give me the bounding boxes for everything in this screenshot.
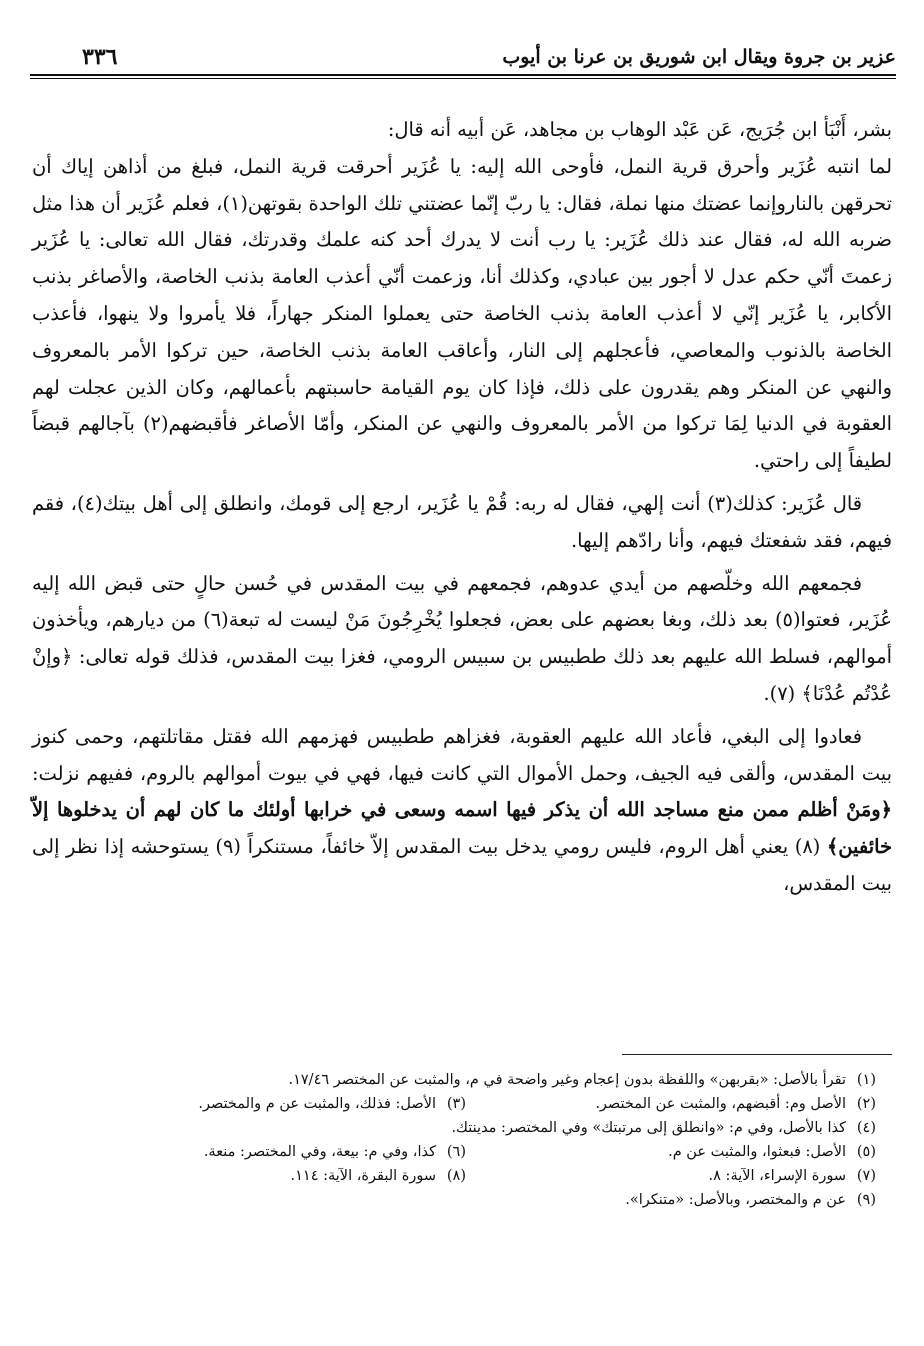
page-number: ٣٣٦ [82,44,118,70]
footnote-text: الأصل وم: أقبضهم، والمثبت عن المختصر. [595,1096,846,1112]
paragraph-3: فجمعهم الله وخلّصهم من أيدي عدوهم، فجمعهم في بيت المقدس في حُسن حالٍ حتى قبض الله إليه عُزَير، فعتوا(٥) بعد ذلك، وبغا بعضهم على بعض، فجعلوا يُخْرِجُونَ مَنْ ليست له تبعة(٦) من ديارهم، ويأخذون أموالهم، فسلط الله عليهم بعد ذلك ططبيس بن سبيس الرومي، فغزا بيت المقدس، فذلك قوله تعالى: ﴿وإنْ عُدْتُم عُدْنَا﴾ (٧). [32,571,892,705]
footnote-text: الأصل: فبعثوا، والمثبت عن م. [668,1144,846,1160]
footnote-number: (٢) [856,1096,876,1112]
footnote-number: (٤) [856,1120,876,1136]
paragraph-4 [32,719,892,903]
footnote-number: (١) [856,1072,876,1088]
footnote-3 [56,1092,466,1116]
main-text [32,112,892,909]
footnote-row [46,1164,876,1188]
footnote-text: عن م والمختصر، وبالأصل: «متنكرا». [625,1192,846,1208]
footnote-7 [466,1164,876,1188]
footnote-8 [56,1164,466,1188]
running-title: عزير بن جروة ويقال ابن شوريق بن عرنا بن أيوب [502,46,896,68]
footnote-number: (٥) [856,1144,876,1160]
footnote-row [46,1188,876,1212]
footnote-text: الأصل: فذلك، والمثبت عن م والمختصر. [198,1096,436,1112]
paragraph-isnad: بشر، أَنْبَأ ابن جُرَيج، عَن عَبْد الوهاب بن مجاهد، عَن أبيه أنه قال: [387,118,892,141]
footnote-text: سورة البقرة، الآية: ١١٤. [290,1168,436,1184]
footnote-row [46,1140,876,1164]
running-header [30,34,896,78]
footnote-number: (٧) [856,1168,876,1184]
footnote-text: سورة الإسراء، الآية: ٨. [708,1168,846,1184]
footnote-9 [625,1188,876,1212]
footnote-text: كذا بالأصل، وفي م: «وانطلق إلى مرتبتك» وفي المختصر: مدينتك. [451,1120,846,1136]
footnotes [46,1068,876,1212]
footnote-text: تقرأ بالأصل: «بقربهن» واللفظة بدون إعجام وغير واضحة في م، والمثبت عن المختصر ١٧/٤٦. [288,1072,846,1088]
footnote-number: (٦) [446,1144,466,1160]
footnote-number: (٩) [856,1192,876,1208]
footnote-1 [289,1068,877,1092]
paragraph-4-text-b: (٨) يعني أهل الروم، فليس رومي يدخل بيت المقدس إلاّ خائفاً، مستنكراً (٩) يستوحشه إذا نظر إلى بيت المقدس، [32,835,892,895]
footnote-5 [466,1140,876,1164]
footnote-row [46,1116,876,1140]
footnote-2 [466,1092,876,1116]
footnote-6 [56,1140,466,1164]
paragraph-4-text-a: فعادوا إلى البغي، فأعاد الله عليهم العقوبة، فغزاهم ططبيس فهزمهم الله فقتل مقاتلتهم، وحمى كنوز بيت المقدس، وألقى فيه الجيف، وحمل الأموال التي كانت فيها، فهي في بيوت أموالهم بالروم، ففيهم نزلت: [32,724,892,785]
quran-verse: ﴿ومَنْ أظلم ممن منع مساجد الله أن يذكر فيها اسمه وسعى في خرابها أولئك ما كان لهم أن يدخلوها إلاّ خائفين﴾ [32,798,892,859]
footnote-row [46,1068,876,1092]
paragraph-2: قال عُزَير: كذلك(٣) أنت إلهي، فقال له ربه: قُمْ يا عُزَير، ارجع إلى قومك، وانطلق إلى أهل بيتك(٤)، فقم فيهم، فقد شفعتك فيهم، وأنا رادّهم إليها. [32,491,892,552]
footnote-row [46,1092,876,1116]
footnote-divider [622,1054,892,1055]
footnote-4 [451,1116,876,1140]
footnote-text: كذا، وفي م: بيعة، وفي المختصر: منعة. [203,1144,436,1160]
header-rule [30,74,896,79]
paragraph-1: لما انتبه عُزَير وأحرق قرية النمل، فأوحى الله إليه: يا عُزَير أحرقت قرية النمل، فبلغ من أذاهن إياك أن تحرقهن بالناروإنما عضتك منها نملة، فقال: يا ربّ إنّما عضتني تلك الواحدة بقوتهن(١)، فعلم عُزَير أن هذا مثل ضربه الله له، فقال عند ذلك عُزَير: يا رب أنت لا يدرك أحد كنه علمك وقدرتك، فقال الله تعالى: يا عُزَير زعمتَ أنّي حكم عدل لا أجور بين عبادي، وكذلك أنا، وزعمت أنّي أعذب العامة بذنب الخاصة، والأصاغر بذنب الأكابر، يا عُزَير إنّي لا أعذب العامة بذنب الخاصة حتى يعملوا المنكر جهاراً، فلا يأمروا ولا ينهوا، فأعذب الخاصة بالذنوب والمعاصي، فأعجلهم إلى النار، وأعاقب العامة بذنب الخاصة، حين تركوا الأمر بالمعروف والنهي عن المنكر وهم يقدرون على ذلك، فإذا كان يوم القيامة حاسبتهم بأعمالهم، وكان الذين عجلت لهم العقوبة في الدنيا لِمَا تركوا من الأمر بالمعروف والنهي عن المنكر، وأمّا الأصاغر فأقبضهم(٢) بآجالهم قبضاً لطيفاً إلى راحتي. [32,154,893,473]
footnote-number: (٨) [446,1168,466,1184]
footnote-number: (٣) [446,1096,466,1112]
